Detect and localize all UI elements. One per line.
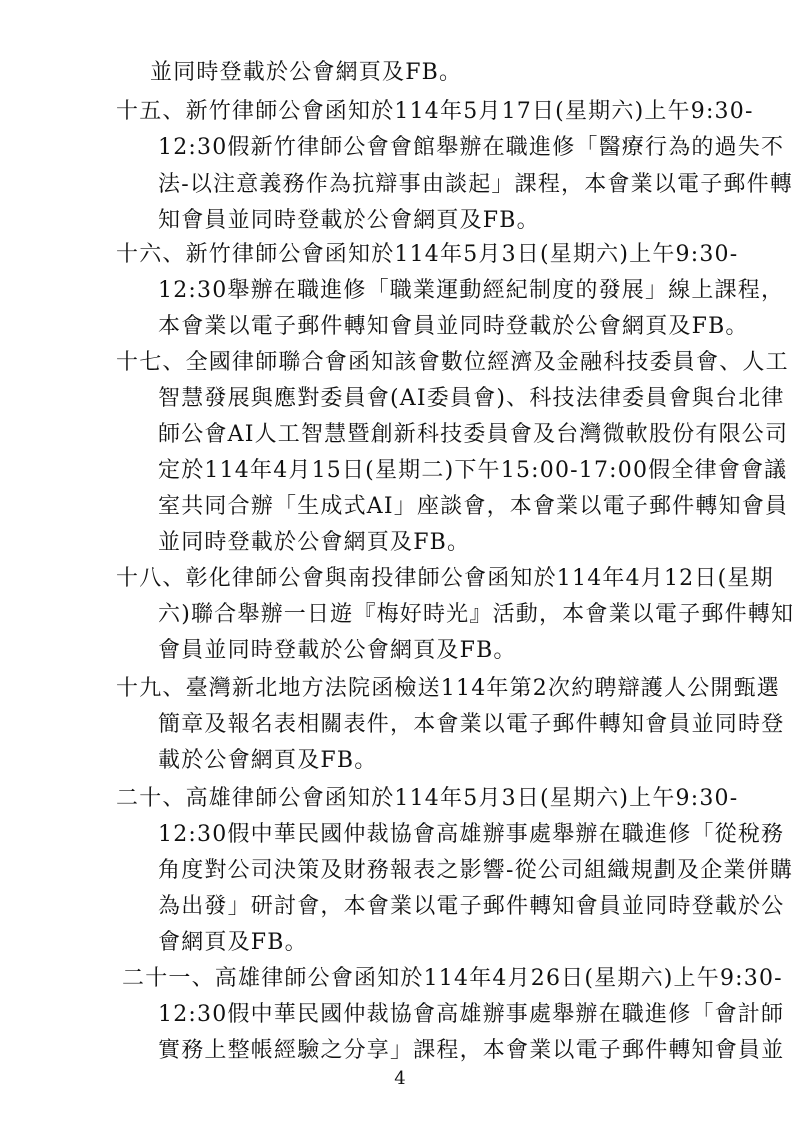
text-line: 載於公會網頁及FB。 (158, 748, 378, 773)
text-line: 六)聯合舉辦一日遊『梅好時光』活動，本會業以電子郵件轉知 (158, 602, 795, 627)
item-15-heading: 十五、新竹律師公會函知於114年5月17日(星期六)上午9:30- (116, 99, 754, 124)
text-line: 實務上整帳經驗之分享」課程，本會業以電子郵件轉知會員並 (158, 1038, 785, 1063)
page-number: 4 (394, 1068, 406, 1089)
text-line: 會員並同時登載於公會網頁及FB。 (158, 638, 517, 663)
text-line: 12:30舉辦在職進修「職業運動經紀制度的發展」線上課程， (158, 278, 785, 303)
text-line: 角度對公司決策及財務報表之影響-從公司組織規劃及企業併購 (158, 858, 794, 883)
text-line: 會網頁及FB。 (158, 930, 308, 955)
text-line: 並同時登載於公會網頁及FB。 (158, 530, 471, 555)
text-line: 並同時登載於公會網頁及FB。 (150, 60, 463, 85)
text-line: 法-以注意義務作為抗辯事由談起」課程，本會業以電子郵件轉 (158, 172, 794, 197)
text-line: 知會員並同時登載於公會網頁及FB。 (158, 208, 540, 233)
item-17-heading: 十七、全國律師聯合會函知該會數位經濟及金融科技委員會、人工 (116, 350, 789, 375)
text-line: 12:30假新竹律師公會會館舉辦在職進修「醫療行為的過失不 (158, 135, 785, 160)
text-line: 為出發」研討會，本會業以電子郵件轉知會員並同時登載於公 (158, 894, 785, 919)
text-line: 12:30假中華民國仲裁協會高雄辦事處舉辦在職進修「會計師 (158, 1002, 785, 1027)
text-line: 本會業以電子郵件轉知會員並同時登載於公會網頁及FB。 (158, 314, 749, 339)
item-21-heading: 二十一、高雄律師公會函知於114年4月26日(星期六)上午9:30- (122, 966, 783, 991)
text-line: 智慧發展與應對委員會(AI委員會)、科技法律委員會與台北律 (158, 386, 785, 411)
item-19-heading: 十九、臺灣新北地方法院函檢送114年第2次約聘辯護人公開甄選 (116, 676, 780, 701)
item-16-heading: 十六、新竹律師公會函知於114年5月3日(星期六)上午9:30- (116, 242, 739, 267)
item-18-heading: 十八、彰化律師公會與南投律師公會函知於114年4月12日(星期 (116, 566, 774, 591)
text-line: 室共同合辦「生成式AI」座談會，本會業以電子郵件轉知會員 (158, 494, 789, 519)
text-line: 12:30假中華民國仲裁協會高雄辦事處舉辦在職進修「從稅務 (158, 822, 785, 847)
item-20-heading: 二十、高雄律師公會函知於114年5月3日(星期六)上午9:30- (116, 786, 739, 811)
text-line: 簡章及報名表相關表件，本會業以電子郵件轉知會員並同時登 (158, 712, 785, 737)
text-line: 定於114年4月15日(星期二)下午15:00-17:00假全律會會議 (158, 458, 788, 483)
text-line: 師公會AI人工智慧暨創新科技委員會及台灣微軟股份有限公司 (158, 422, 789, 447)
